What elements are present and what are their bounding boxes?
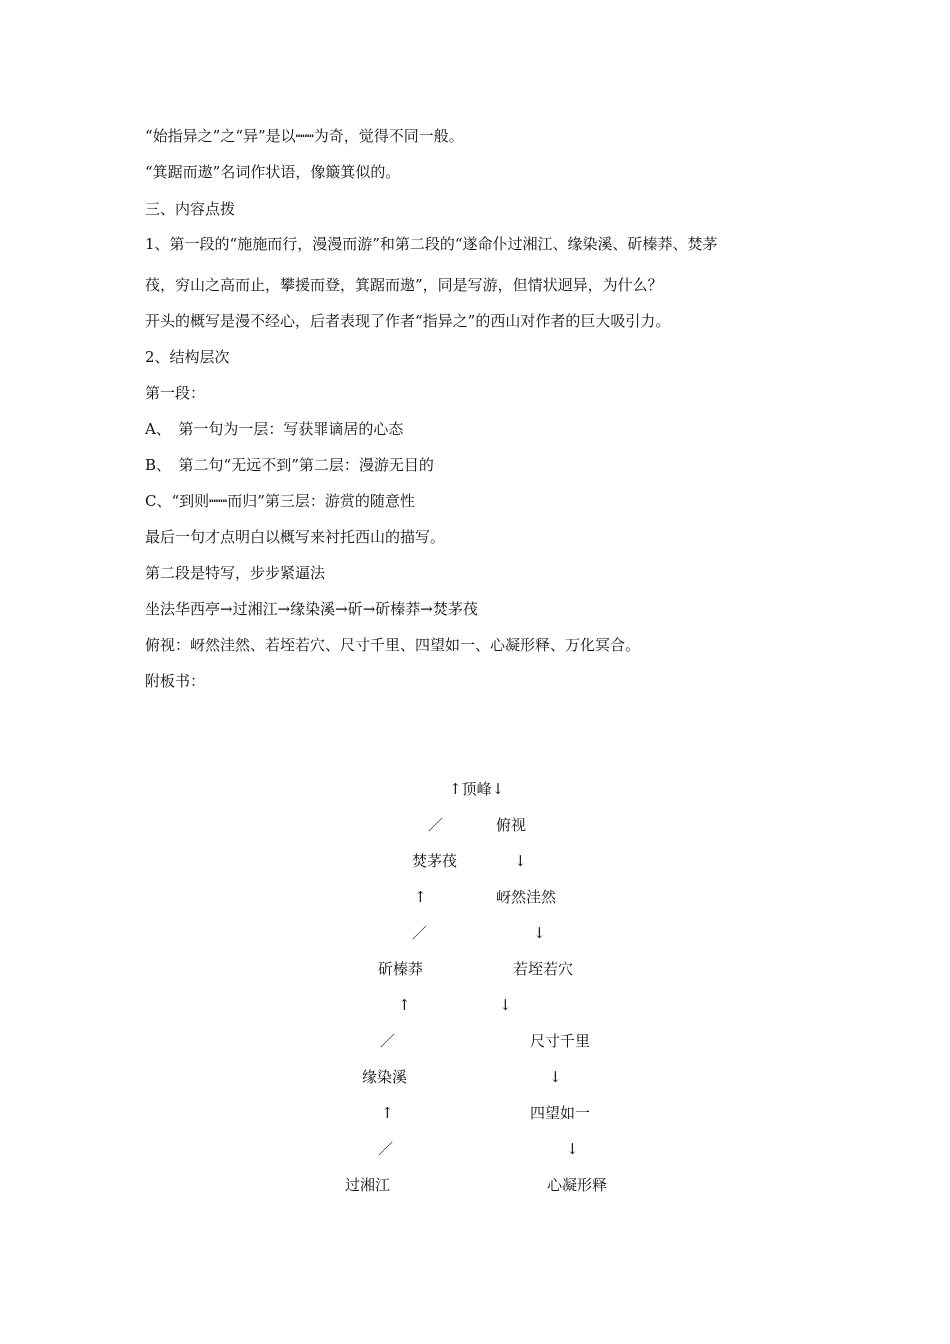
- left-node-guoxiangjiang: 过湘江: [345, 1176, 391, 1194]
- right-node-xinningxingshi: 心凝形释: [547, 1176, 608, 1194]
- ascent-slash-4: ／: [378, 1140, 394, 1158]
- layer-c: C、“到则┉┉而归”第三层：游赏的随意性: [145, 492, 415, 510]
- question-1-line-1: 1、第一段的“施施而行，漫漫而游”和第二段的“遂命仆过湘江、缘染溪、斫榛莽、焚茅: [145, 235, 718, 253]
- up-arrow-2: ↑: [398, 996, 411, 1014]
- overlook-list: 俯视：岈然洼然、若垤若穴、尺寸千里、四望如一、心凝形释、万化冥合。: [145, 636, 641, 654]
- question-1-line-2: 茷，穷山之高而止，攀援而登，箕踞而遨”，同是写游，但情状迥异，为什么？: [145, 276, 663, 294]
- down-arrow-3: ↓: [499, 996, 512, 1014]
- section-heading-content: 三、内容点拨: [145, 200, 236, 218]
- left-node-fenmaofa: 焚茅茷: [412, 852, 458, 870]
- right-node-ruodieruoxue: 若垤若穴: [513, 960, 574, 978]
- down-arrow-2: ↓: [533, 924, 546, 942]
- up-arrow-3: ↑: [381, 1104, 394, 1122]
- answer-1: 开头的概写是漫不经心，后者表现了作者“指异之”的西山对作者的巨大吸引力。: [145, 312, 671, 330]
- ascent-slash-1: ／: [428, 816, 444, 834]
- right-node-chicunqianli: 尺寸千里: [530, 1032, 591, 1050]
- paragraph-one-label: 第一段：: [145, 384, 206, 402]
- layer-b: B、 第二句“无远不到”第二层：漫游无目的: [145, 456, 434, 474]
- up-arrow-1: ↑: [414, 888, 427, 906]
- paragraph-two-note: 第二段是特写，步步紧逼法: [145, 564, 326, 582]
- left-node-zhenmang: 斫榛莽: [378, 960, 424, 978]
- ascent-slash-2: ／: [412, 924, 428, 942]
- down-arrow-1: ↓: [514, 852, 527, 870]
- right-node-xiaranwaran: 岈然洼然: [496, 888, 557, 906]
- left-node-yuanranxi: 缘染溪: [362, 1068, 408, 1086]
- board-heading: 附板书：: [145, 672, 206, 690]
- ascent-slash-3: ／: [380, 1032, 396, 1050]
- route-sequence: 坐法华西亭→过湘江→缘染溪→斫→斫榛莽→焚茅茷: [145, 600, 478, 618]
- layer-a: A、 第一句为一层：写获罪谪居的心态: [145, 420, 404, 438]
- last-sentence-note: 最后一句才点明白以概写来衬托西山的描写。: [145, 528, 446, 546]
- subheading-structure: 2、结构层次: [145, 348, 230, 366]
- down-arrow-5: ↓: [566, 1140, 579, 1158]
- right-node-fushi: 俯视: [496, 816, 527, 834]
- text-line-1: “始指异之”之“异”是以┉┉为奇，觉得不同一般。: [145, 127, 464, 145]
- right-node-siwangruyi: 四望如一: [530, 1104, 591, 1122]
- text-line-2: “箕踞而遨”名词作状语，像簸箕似的。: [145, 163, 401, 181]
- down-arrow-4: ↓: [549, 1068, 562, 1086]
- peak-node: ↑顶峰↓: [449, 780, 505, 798]
